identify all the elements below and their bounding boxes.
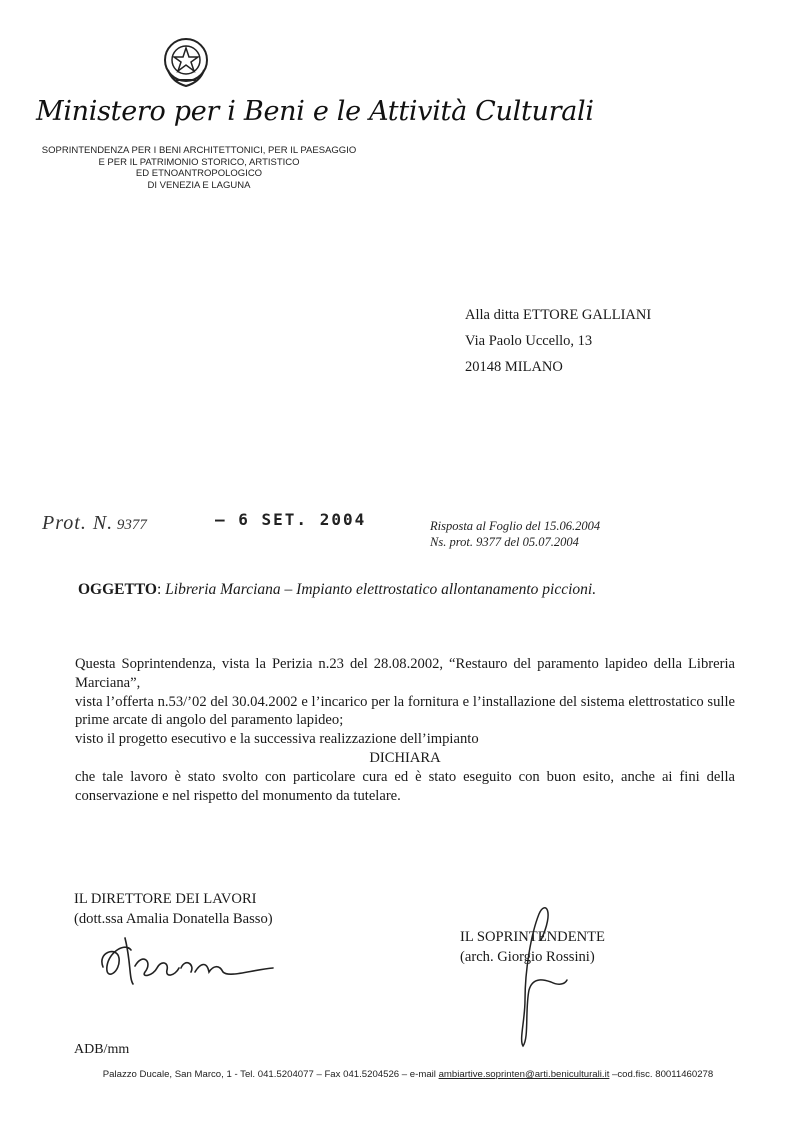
- footer-email-link[interactable]: ambiartive.soprinten@arti.beniculturali.it: [438, 1069, 610, 1080]
- body-paragraph: vista l’offerta n.53/’02 del 30.04.2002 e l’incarico per la fornitura e l’installazione del sistema elettrostatico sulle prime arcate di angolo del paramento lapideo;: [75, 693, 735, 729]
- ministry-name: Ministero per i Beni e le Attività Culturali: [36, 96, 594, 127]
- recipient-name: Alla ditta ETTORE GALLIANI: [465, 307, 652, 323]
- letter-body: [75, 655, 735, 805]
- office-heading: [34, 145, 364, 191]
- office-line: ED ETNOANTROPOLOGICO: [135, 168, 263, 179]
- author-initials: ADB/mm: [74, 1042, 130, 1057]
- italian-republic-emblem: [162, 36, 210, 90]
- date-stamp: – 6 SET. 2004: [215, 510, 367, 529]
- office-line: DI VENEZIA E LAGUNA: [147, 179, 251, 191]
- superintendent-signature: [505, 900, 570, 1050]
- reply-line: Risposta al Foglio del 15.06.2004: [430, 519, 601, 533]
- superintendent-name: (arch. Giorgio Rossini): [460, 949, 595, 965]
- director-block: [74, 889, 273, 929]
- reply-reference: [430, 518, 600, 550]
- protocol-value: 9377: [116, 517, 147, 533]
- director-title: IL DIRETTORE DEI LAVORI: [74, 891, 257, 907]
- director-signature: [95, 932, 280, 992]
- director-name: (dott.ssa Amalia Donatella Basso): [74, 911, 273, 927]
- recipient-street: Via Paolo Uccello, 13: [465, 333, 593, 349]
- office-line: E PER IL PATRIMONIO STORICO, ARTISTICO: [98, 156, 300, 168]
- protocol-label: Prot. N.: [42, 512, 114, 534]
- reply-line: Ns. prot. 9377 del 05.07.2004: [430, 535, 579, 549]
- body-paragraph: che tale lavoro è stato svolto con particolare cura ed è stato eseguito con buon esito, anche ai fini della conservazione e nel rispetto del monumento da tutelare.: [75, 768, 735, 804]
- declaration-heading: DICHIARA: [369, 749, 441, 766]
- office-line: SOPRINTENDENZA PER I BENI ARCHITETTONICI, PER IL PAESAGGIO: [41, 145, 357, 156]
- recipient-address: [465, 302, 651, 380]
- footer-contact: [28, 1069, 788, 1080]
- subject-label: OGGETTO: [78, 581, 157, 598]
- body-paragraph: Questa Soprintendenza, vista la Perizia n.23 del 28.08.2002, “Restauro del paramento lapideo della Libreria Marciana”,: [75, 656, 735, 691]
- footer-tax-code: –cod.fisc. 80011460278: [609, 1069, 714, 1080]
- body-paragraph: visto il progetto esecutivo e la successiva realizzazione dell’impianto: [75, 731, 479, 748]
- recipient-city: 20148 MILANO: [465, 359, 563, 375]
- superintendent-title: IL SOPRINTENDENTE: [460, 929, 605, 945]
- subject-line: OGGETTO: Libreria Marciana – Impianto elettrostatico allontanamento piccioni.: [78, 581, 597, 598]
- footer-address: Palazzo Ducale, San Marco, 1 - Tel. 041.5204077 – Fax 041.5204526 – e-mail: [102, 1069, 439, 1080]
- protocol-number: [42, 512, 147, 535]
- subject-text: Libreria Marciana – Impianto elettrostatico allontanamento piccioni.: [165, 581, 597, 598]
